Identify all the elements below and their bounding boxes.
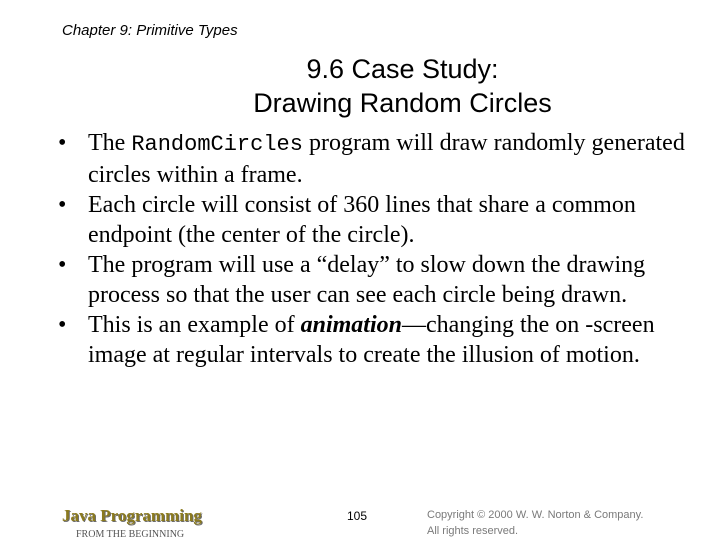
bullet-text: —changing the on -screen image at regular intervals to create the illusion of motion. [88,312,655,368]
chapter-heading: Chapter 9: Primitive Types [62,22,238,39]
slide-title-line-2: Drawing Random Circles [253,88,552,118]
emphasized-term: animation [300,312,402,338]
copyright-notice [427,507,643,539]
code-term: RandomCircles [131,132,303,157]
bullet-text: This is an example of [88,312,301,338]
bullet-list [58,128,688,370]
copyright-line-1: Copyright © 2000 W. W. Norton & Company. [427,509,644,521]
book-logo [62,506,202,540]
bullet-item [58,250,688,310]
bullet-marker: • [58,192,67,218]
bullet-marker: • [58,252,67,278]
bullet-text: The program will use a “delay” to slow down the drawing process so that the user can see each circle being drawn. [88,252,646,308]
bullet-text: program will draw randomly generated circles within a frame. [88,130,685,188]
bullet-text: Each circle will consist of 360 lines that share a common endpoint (the center of the circle). [88,192,636,248]
page-number: 105 [347,509,368,523]
bullet-marker: • [58,312,67,338]
bullet-item [58,128,688,190]
book-title: Java Programming [62,506,202,525]
book-subtitle: FROM THE BEGINNING [76,529,185,540]
bullet-item [58,190,688,250]
copyright-line-2: All rights reserved. [427,525,519,537]
slide-title [0,52,720,120]
bullet-item [58,310,688,370]
bullet-marker: • [58,130,67,156]
bullet-text: The [88,130,132,156]
slide-title-line-1: 9.6 Case Study: [306,54,499,84]
